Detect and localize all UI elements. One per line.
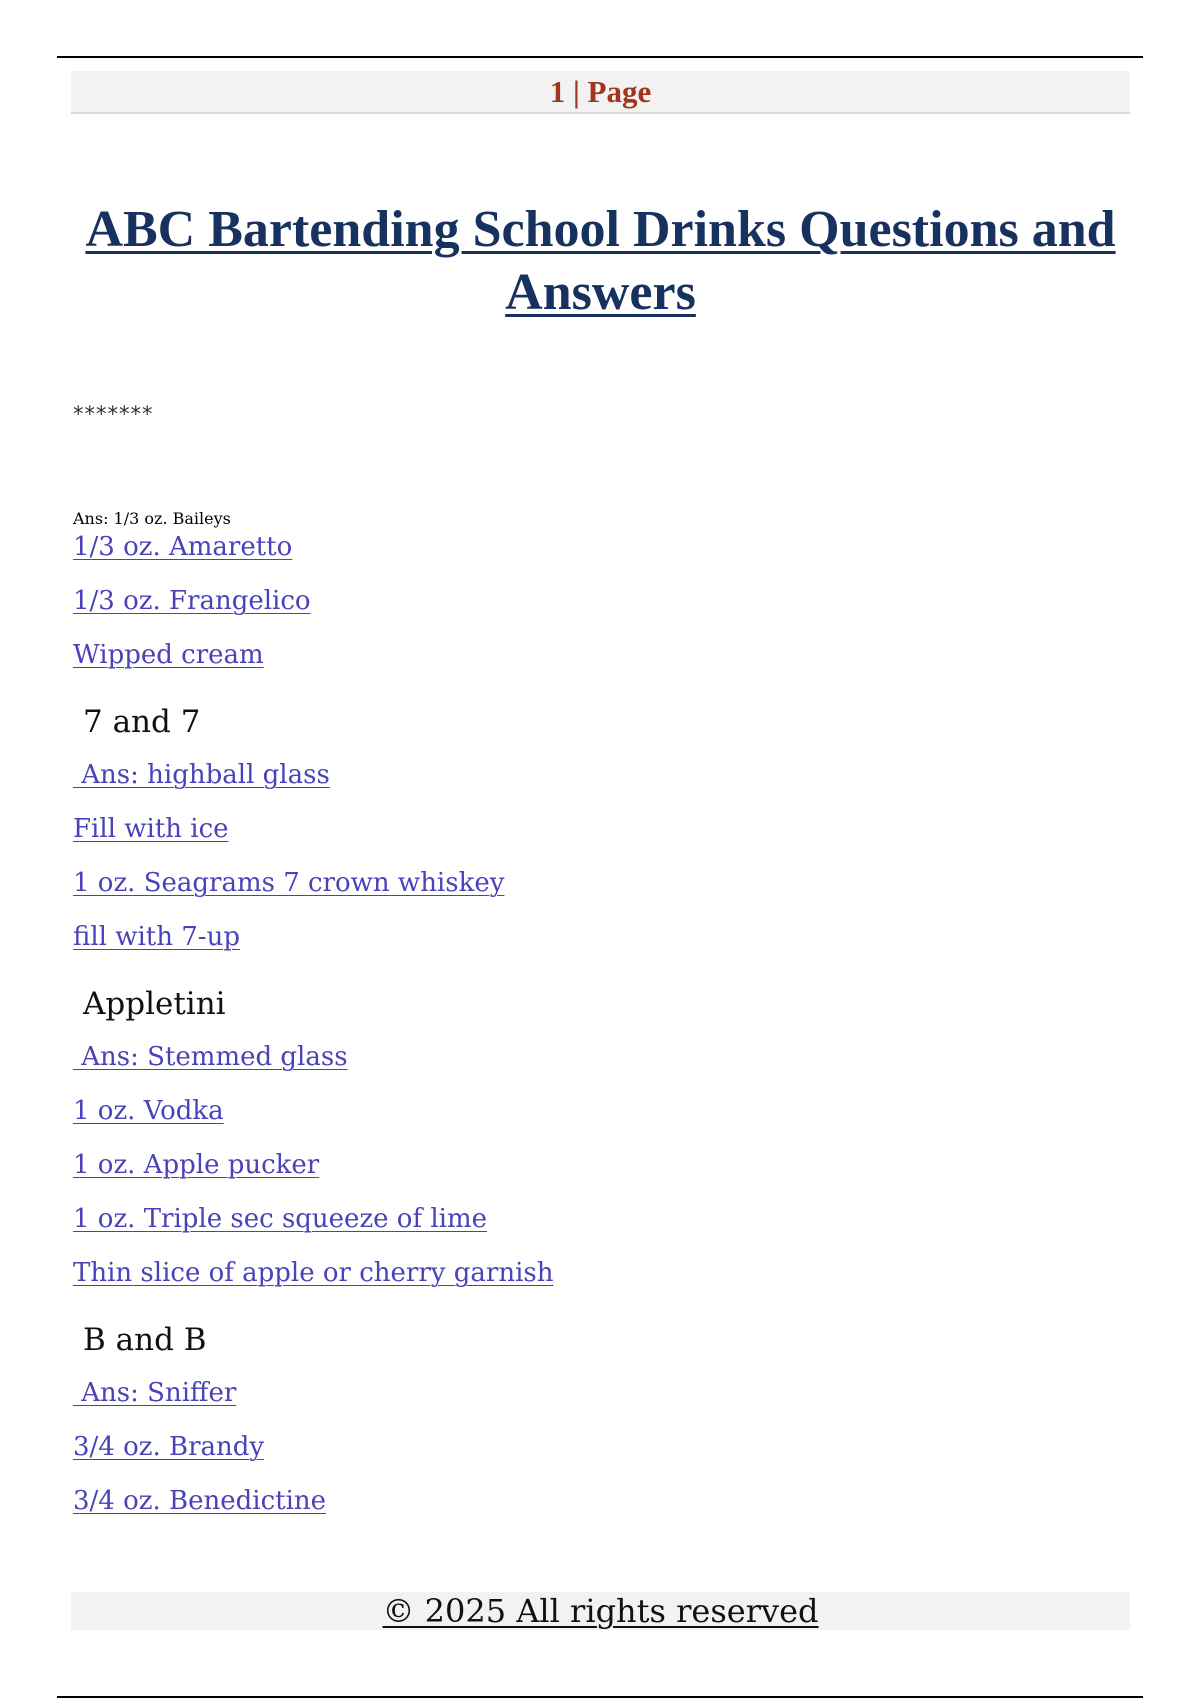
answer-link[interactable]: 1 oz. Triple sec squeeze of lime	[73, 1204, 488, 1234]
answer-line	[73, 636, 1123, 674]
answer-link[interactable]: Ans: highball glass	[73, 760, 330, 790]
answer-line	[73, 1428, 1123, 1482]
answer-link[interactable]: Ans: Sniffer	[73, 1378, 237, 1408]
answer-line	[73, 864, 1123, 918]
answer-line	[73, 1146, 1123, 1200]
answer-link[interactable]: 1 oz. Apple pucker	[73, 1150, 320, 1180]
answer-line	[73, 1092, 1123, 1146]
qa-section-b-and-b	[73, 1322, 1123, 1520]
answer-link[interactable]: 1 oz. Seagrams 7 crown whiskey	[73, 868, 505, 898]
page-footer	[71, 1592, 1130, 1630]
answer-link[interactable]: 3/4 oz. Benedictine	[73, 1486, 327, 1516]
answer-line	[73, 1374, 1123, 1428]
answer-line	[73, 756, 1123, 810]
answer-link[interactable]: Wipped cream	[73, 640, 264, 670]
page-number-label: 1 | Page	[549, 74, 652, 109]
answer-link[interactable]: Fill with ice	[73, 814, 229, 844]
answer-line	[73, 810, 1123, 864]
document-title: ABC Bartending School Drinks Questions and Answers	[85, 201, 1116, 321]
answer-line	[73, 1200, 1123, 1254]
top-rule	[57, 56, 1143, 58]
answer-link[interactable]: Ans: Stemmed glass	[73, 1042, 348, 1072]
answer-line	[73, 918, 1123, 956]
qa-content	[73, 455, 1123, 1520]
answer-line	[73, 528, 1123, 582]
question-heading: Appletini	[83, 986, 226, 1022]
answer-line	[73, 1482, 1123, 1520]
question-heading: B and B	[83, 1322, 207, 1358]
qa-section-appletini	[73, 986, 1123, 1292]
question-heading: 7 and 7	[83, 704, 201, 740]
answer-link[interactable]: 1 oz. Vodka	[73, 1096, 224, 1126]
answer-link[interactable]	[73, 455, 1123, 509]
answer-link[interactable]: 1/3 oz. Amaretto	[73, 532, 293, 562]
answer-link[interactable]: 3/4 oz. Brandy	[73, 1432, 265, 1462]
separator-stars: *******	[73, 402, 154, 426]
qa-section	[73, 455, 1123, 674]
answer-link[interactable]: fill with 7-up	[73, 922, 240, 952]
answer-link[interactable]: Thin slice of apple or cherry garnish	[73, 1258, 554, 1288]
bottom-rule	[57, 1696, 1143, 1698]
qa-section-7-and-7	[73, 704, 1123, 956]
answer-link[interactable]: 1/3 oz. Frangelico	[73, 586, 311, 616]
answer-link-text[interactable]: Ans: 1/3 oz. Baileys	[73, 509, 231, 528]
page-header	[71, 71, 1130, 114]
copyright-text: © 2025 All rights reserved	[382, 1592, 819, 1630]
answer-line	[73, 582, 1123, 636]
answer-line	[73, 1038, 1123, 1092]
answer-line	[73, 1254, 1123, 1292]
